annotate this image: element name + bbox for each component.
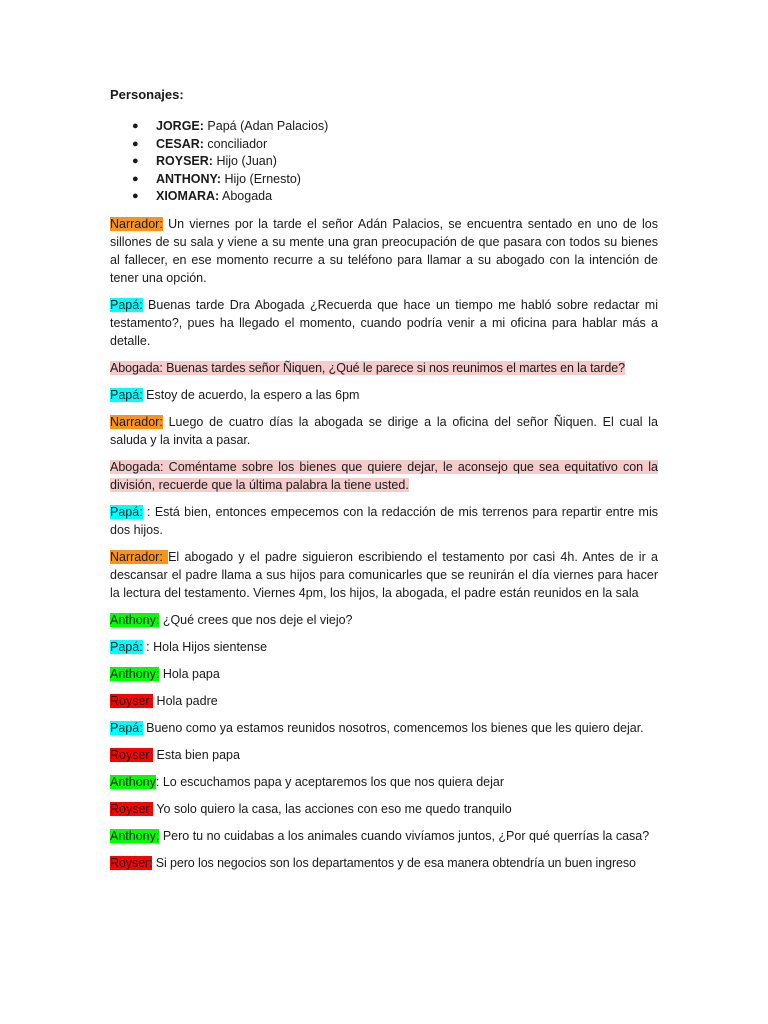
script-paragraph: [110, 665, 658, 683]
script-paragraph: [110, 458, 658, 494]
script-paragraph: [110, 503, 658, 539]
dialogue-text: : Lo escuchamos papa y aceptaremos los que nos quiera dejar: [155, 774, 505, 789]
speaker-label: Anthony:: [110, 612, 160, 627]
cast-heading: Personajes:: [110, 87, 184, 102]
script-paragraph: [110, 800, 658, 818]
speaker-label: Royser:: [110, 693, 154, 708]
speaker-label: Papá:: [110, 504, 143, 519]
cast-role: conciliador: [207, 136, 268, 151]
dialogue-text: Hola papa: [159, 666, 220, 681]
dialogue-text: Esta bien papa: [153, 747, 240, 762]
cast-item: [110, 153, 658, 171]
cast-item: [110, 171, 658, 189]
bullet-icon: ●: [132, 120, 139, 132]
dialogue-text: Pero tu no cuidabas a los animales cuando vivíamos juntos, ¿Por qué querrías la casa?: [159, 828, 650, 843]
script-paragraph: [110, 719, 658, 737]
script-paragraph: [110, 413, 658, 449]
cast-name: CESAR:: [156, 136, 204, 151]
speaker-label: Royser:: [110, 747, 154, 762]
script-paragraph: [110, 746, 658, 764]
cast-list: [110, 118, 658, 206]
script-paragraph: [110, 827, 658, 845]
bullet-icon: ●: [132, 137, 139, 150]
dialogue-text: ¿Qué crees que nos deje el viejo?: [159, 612, 353, 627]
script-paragraph: [110, 692, 658, 710]
dialogue-text: Abogada: Buenas tardes señor Ñiquen, ¿Qué le parece si nos reunimos el martes en la tarde?: [110, 360, 625, 375]
cast-role: Papá (Adan Palacios): [207, 119, 329, 133]
speaker-label: Narrador:: [110, 414, 163, 429]
cast-name: ROYSER:: [156, 154, 213, 168]
cast-name: ANTHONY:: [156, 171, 222, 186]
dialogue-text: Yo solo quiero la casa, las acciones con eso me quedo tranquilo: [153, 801, 512, 816]
dialogue-text: Luego de cuatro días la abogada se dirige a la oficina del señor Ñiquen. El cual la saluda y la invita a pasar.: [110, 414, 658, 447]
speaker-label: Papá:: [110, 387, 143, 402]
script-paragraph: [110, 548, 658, 602]
script-paragraph: [110, 611, 658, 629]
cast-item: [110, 136, 658, 154]
dialogue-text: Un viernes por la tarde el señor Adán Palacios, se encuentra sentado en uno de los sillones de su sala y viene a su mente una gran preocupación de que pasara con todos su bienes al fallecer, en ese momento recurre a su teléfono para llamar a su abogado con la intención de tener una opción.: [110, 216, 658, 285]
speaker-label: Anthony: [110, 774, 156, 789]
dialogue-text: Si pero los negocios son los departamentos y de esa manera obtendría un buen ingreso: [152, 855, 636, 870]
bullet-icon: ●: [132, 172, 139, 185]
bullet-icon: ●: [132, 190, 139, 202]
dialogue-text: : Está bien, entonces empecemos con la redacción de mis terrenos para repartir entre mis dos hijos.: [110, 504, 658, 537]
speaker-label: Narrador:: [110, 549, 169, 564]
speaker-label: Papá:: [110, 720, 143, 735]
speaker-label: Anthony:: [110, 666, 160, 681]
speaker-label: Royser:: [110, 801, 154, 816]
cast-item: [110, 118, 658, 136]
cast-role: Hijo (Ernesto): [224, 171, 301, 186]
speaker-label: Royser:: [110, 855, 153, 870]
dialogue-text: Buenas tarde Dra Abogada ¿Recuerda que hace un tiempo me habló sobre redactar mi testamento?, pues ha llegado el momento, cuando podría venir a mi oficina para hablar más a detalle.: [110, 297, 658, 348]
script-paragraph: [110, 215, 658, 287]
speaker-label: Papá:: [110, 639, 143, 654]
speaker-label: Narrador:: [110, 216, 163, 231]
cast-item: [110, 188, 658, 206]
speaker-label: Papá:: [110, 297, 143, 312]
script-paragraph: [110, 386, 658, 404]
script-paragraph: [110, 773, 658, 791]
script-paragraph: [110, 638, 658, 656]
script-paragraph: [110, 296, 658, 350]
dialogue-text: Estoy de acuerdo, la espero a las 6pm: [142, 387, 360, 402]
cast-name: JORGE:: [156, 119, 204, 133]
bullet-icon: ●: [132, 155, 139, 167]
dialogue-text: Abogada: Coméntame sobre los bienes que quiere dejar, le aconsejo que sea equitativo con la división, recuerde que la última palabra la tiene usted.: [110, 459, 658, 492]
script-paragraph: [110, 854, 658, 872]
dialogue-text: El abogado y el padre siguieron escribiendo el testamento por casi 4h. Antes de ir a descansar el padre llama a sus hijos para comunicarles que se reunirán el día viernes para hacer la lectura del testamento. Viernes 4pm, los hijos, la abogada, el padre están reunidos en la sala: [110, 549, 658, 600]
cast-role: Abogada: [222, 189, 273, 203]
cast-name: XIOMARA:: [156, 189, 220, 203]
cast-role: Hijo (Juan): [216, 154, 277, 168]
speaker-label: Anthony;: [110, 828, 160, 843]
script-paragraph: [110, 359, 658, 377]
dialogue-text: : Hola Hijos sientense: [142, 639, 268, 654]
dialogue-text: Hola padre: [153, 693, 218, 708]
dialogue-text: Bueno como ya estamos reunidos nosotros, comencemos los bienes que les quiero dejar.: [142, 720, 644, 735]
